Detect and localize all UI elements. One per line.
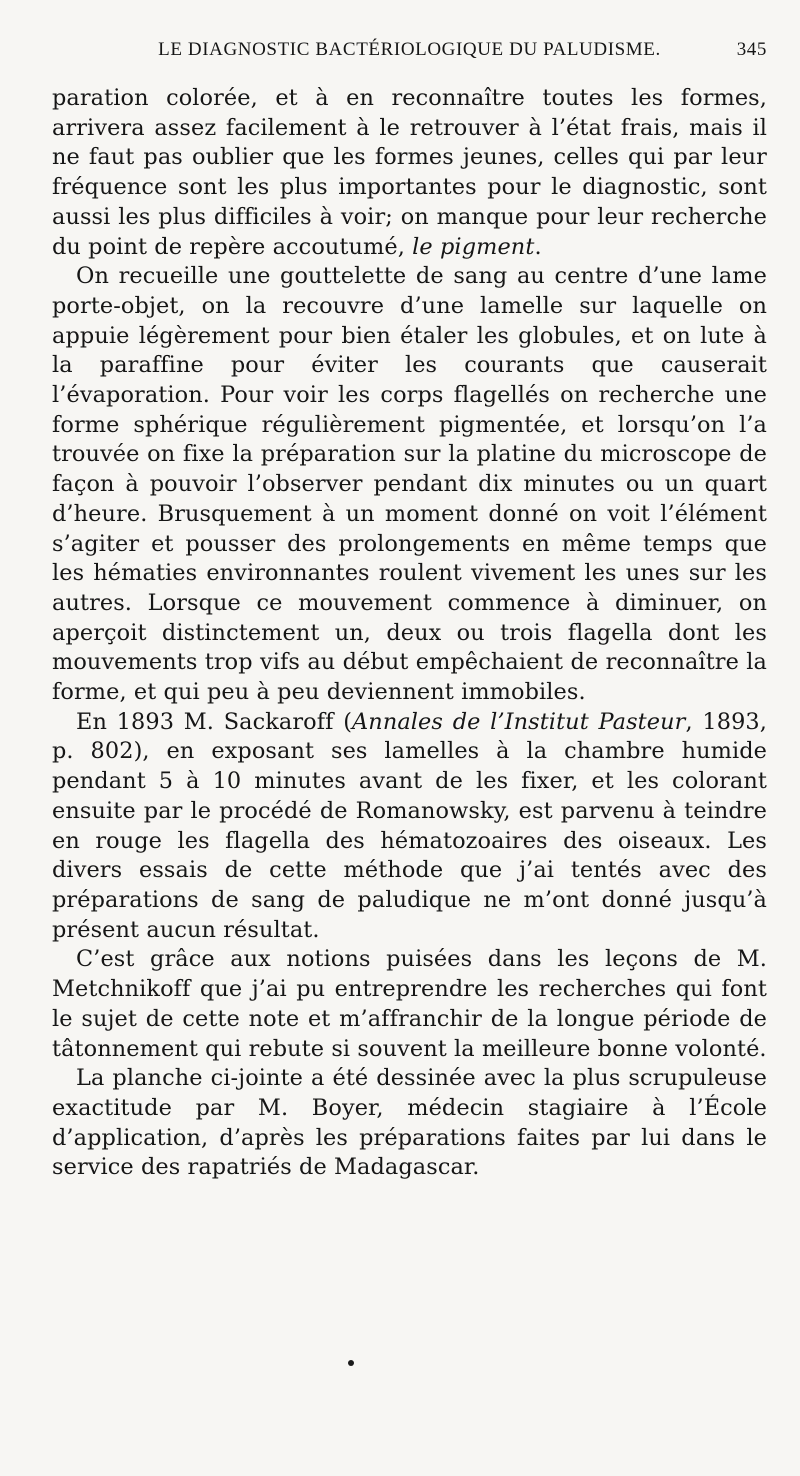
paragraph-1: paration colorée, et à en reconnaître toutes les formes, arrivera assez facilement à le retrouver à l’état frais, mais il ne faut pas oublier que les formes jeunes, celles qui par leur fréquence sont les plus importantes pour le diagnostic, sont aussi les plus difficiles à voir; on manque pour leur recherche du point de repère accoutumé, le pigment. [52, 85, 767, 260]
ink-dot [348, 1360, 354, 1366]
running-header [52, 40, 767, 84]
book-page [52, 40, 767, 1440]
body-text [52, 84, 767, 1183]
paragraph-3: En 1893 M. Sackaroff (Annales de l’Institut Pasteur, 1893, p. 802), en exposant ses lamelles à la chambre humide pendant 5 à 10 minutes avant de les fixer, et les colorant ensuite par le procédé de Romanowsky, est parvenu à teindre en rouge les flagella des hématozoaires des oiseaux. Les divers essais de cette méthode que j’ai tentés avec des préparations de sang de paludique ne m’ont donné jusqu’à présent aucun résultat. [52, 708, 767, 943]
page-number: 345 [736, 39, 767, 60]
paragraph-5: La planche ci-jointe a été dessinée avec la plus scrupuleuse exactitude par M. Boyer, médecin stagiaire à l’École d’application, d’après les préparations faites par lui dans le service des rapatriés de Madagascar. [52, 1065, 767, 1181]
paragraph-2: On recueille une gouttelette de sang au centre d’une lame porte-objet, on la recouvre d’une lamelle sur laquelle on appuie légèrement pour bien étaler les globules, et on lute à la paraffine pour éviter les courants que causerait l’évaporation. Pour voir les corps flagellés on recherche une forme sphérique régulièrement pigmentée, et lorsqu’on l’a trouvée on fixe la préparation sur la platine du microscope de façon à pouvoir l’observer pendant dix minutes ou un quart d’heure. Brusquement à un moment donné on voit l’élément s’agiter et pousser des prolongements en même temps que les hématies environnantes roulent vivement les unes sur les autres. Lorsque ce mouvement commence à diminuer, on aperçoit distinctement un, deux ou trois flagella dont les mouvements trop vifs au début empêchaient de reconnaître la forme, et qui peu à peu deviennent immobiles. [52, 263, 767, 706]
running-title: LE DIAGNOSTIC BACTÉRIOLOGIQUE DU PALUDISME. [158, 39, 661, 60]
paragraph-4: C’est grâce aux notions puisées dans les leçons de M. Metchnikoff que j’ai pu entreprendre les recherches qui font le sujet de cette note et m’affranchir de la longue période de tâtonnement qui rebute si souvent la meilleure bonne volonté. [52, 946, 767, 1062]
